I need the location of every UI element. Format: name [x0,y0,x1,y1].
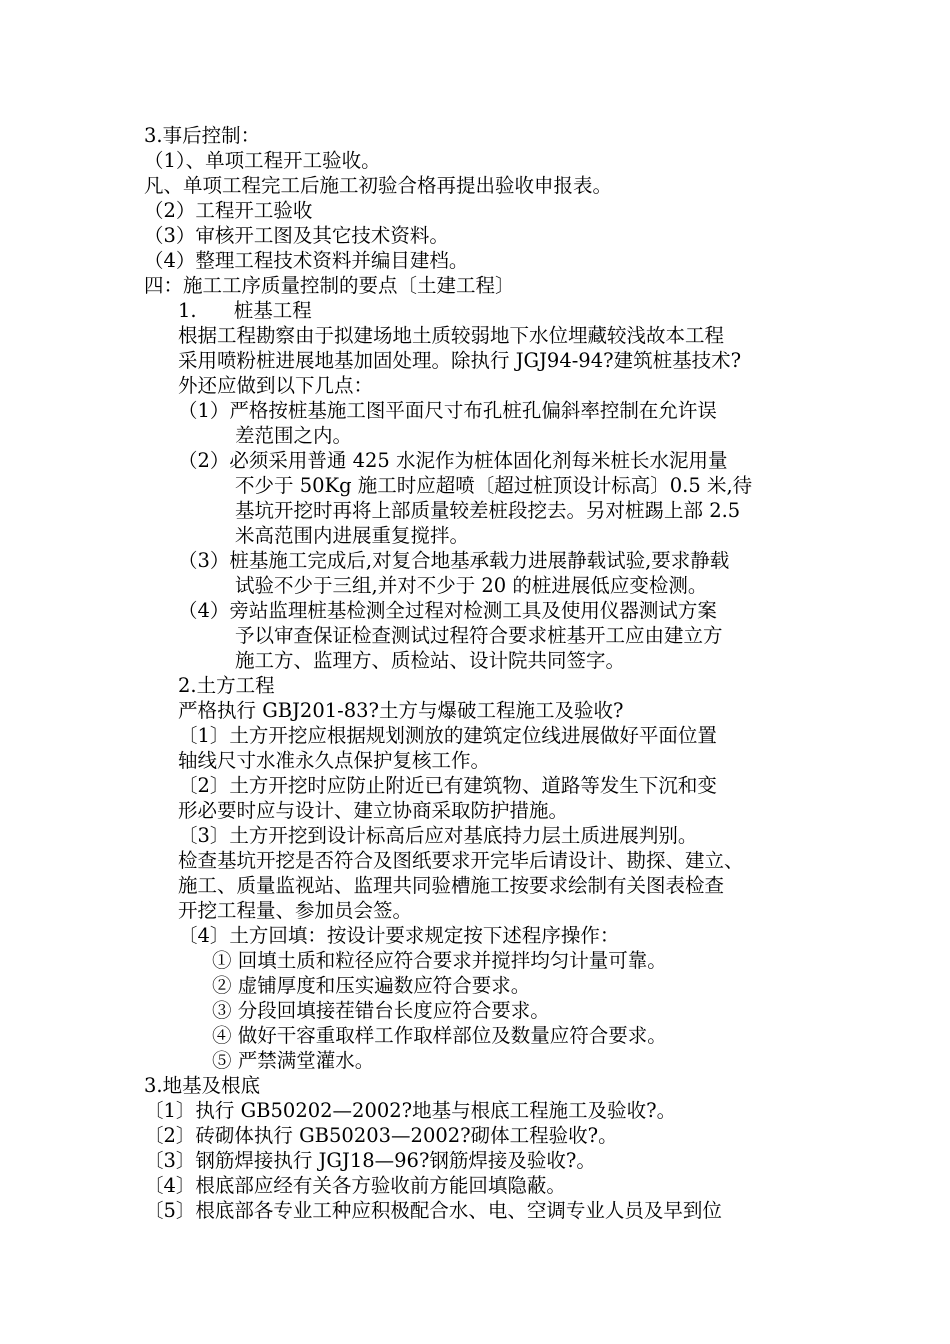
list-item: 〔4〕土方回填：按设计要求规定按下述程序操作： [178,924,620,947]
paragraph-line: 施工、质量监视站、监理共同验槽施工按要求绘制有关图表检查 [178,874,725,897]
list-item: （3）桩基施工完成后,对复合地基承载力进展静载试验,要求静载 [178,549,730,572]
numbered-step: ② 虚铺厚度和压实遍数应符合要求。 [212,974,531,997]
list-item: 〔3〕土方开挖到设计标高后应对基底持力层土质进展判别。 [178,824,698,847]
list-item-continuation: 不少于 50Kg 施工时应超喷〔超过桩顶设计标高〕0.5 米,待 [235,474,753,497]
numbered-step: ⑤ 严禁满堂灌水。 [212,1049,375,1072]
list-item-continuation: 米高范围内进展重复搅拌。 [235,524,470,547]
list-item: （4）旁站监理桩基检测全过程对检测工具及使用仪器测试方案 [178,599,717,622]
paragraph-line: 开挖工程量、参加员会签。 [178,899,413,922]
list-item: （2）工程开工验收 [144,199,313,222]
section-heading-process-quality: 四：施工工序质量控制的要点〔土建工程〕 [144,274,515,297]
numbered-step: ① 回填土质和粒径应符合要求并搅拌均匀计量可靠。 [212,949,667,972]
list-item: 〔3〕钢筋焊接执行 JGJ18—96?钢筋焊接及验收?。 [144,1149,596,1172]
paragraph-line: 检查基坑开挖是否符合及图纸要求开完毕后请设计、勘探、建立、 [178,849,744,872]
paragraph-line: 凡、单项工程完工后施工初验合格再提出验收申报表。 [144,174,613,197]
list-item: 〔2〕土方开挖时应防止附近已有建筑物、道路等发生下沉和变 [178,774,717,797]
list-item: 〔1〕执行 GB50202—2002?地基与根底工程施工及验收?。 [144,1099,677,1122]
numbered-step: ③ 分段回填接茬错台长度应符合要求。 [212,999,550,1022]
section-heading-post-control: 3.事后控制： [144,124,261,147]
paragraph-line: 根据工程勘察由于拟建场地土质较弱地下水位埋藏较浅故本工程 [178,324,725,347]
list-item-continuation: 试验不少于三组,并对不少于 20 的桩进展低应变检测。 [235,574,708,597]
subsection-heading-pile-foundation: 1. 桩基工程 [178,299,312,322]
list-item-continuation: 施工方、监理方、质检站、设计院共同签字。 [235,649,626,672]
list-item: （1）、单项工程开工验收。 [144,149,381,172]
list-item: （4）整理工程技术资料并编目建档。 [144,249,469,272]
list-item-continuation: 形必要时应与设计、建立协商采取防护措施。 [178,799,569,822]
subsection-heading-earthwork: 2.土方工程 [178,674,275,697]
paragraph-line: 严格执行 GBJ201-83?土方与爆破工程施工及验收? [178,699,624,722]
list-item: 〔5〕根底部各专业工种应积极配合水、电、空调专业人员及早到位 [144,1199,722,1222]
paragraph-line: 采用喷粉桩进展地基加固处理。除执行 JGJ94-94?建筑桩基技术? [178,349,742,372]
list-item-continuation: 轴线尺寸水准永久点保护复核工作。 [178,749,491,772]
list-item-continuation: 差范围之内。 [235,424,353,447]
list-item: （1）严格按桩基施工图平面尺寸布孔桩孔偏斜率控制在允许误 [178,399,717,422]
section-heading-foundation: 3.地基及根底 [144,1074,261,1097]
list-item: （3）审核开工图及其它技术资料。 [144,224,449,247]
numbered-step: ④ 做好干容重取样工作取样部位及数量应符合要求。 [212,1024,667,1047]
list-item: （2）必须采用普通 425 水泥作为桩体固化剂每米桩长水泥用量 [178,449,728,472]
list-item-continuation: 予以审查保证检查测试过程符合要求桩基开工应由建立方 [235,624,723,647]
list-item: 〔2〕砖砌体执行 GB50203—2002?砌体工程验收?。 [144,1124,618,1147]
list-item-continuation: 基坑开挖时再将上部质量较差桩段挖去。另对桩踢上部 2.5 [235,499,741,522]
paragraph-line: 外还应做到以下几点： [178,374,374,397]
list-item: 〔4〕根底部应经有关各方验收前方能回填隐蔽。 [144,1174,566,1197]
list-item: 〔1〕土方开挖应根据规划测放的建筑定位线进展做好平面位置 [178,724,717,747]
